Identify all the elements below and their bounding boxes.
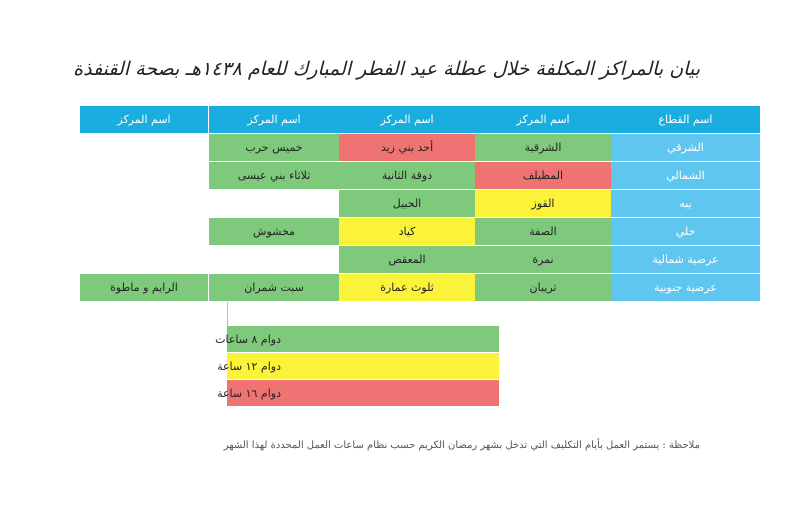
page-title: بيان بالمراكز المكلفة خلال عطلة عيد الفطر المبارك للعام ١٤٣٨هـ بصحة القنفذة [73, 58, 700, 80]
legend-item-12h: دوام ١٢ ساعة [227, 353, 499, 380]
sector-cell: عرضية شمالية [611, 246, 760, 274]
center-cell [80, 162, 209, 190]
center-cell [209, 190, 339, 218]
table-row [80, 134, 760, 162]
center-cell [80, 246, 209, 274]
center-cell [80, 134, 209, 162]
sector-cell: يبه [611, 190, 760, 218]
header-center-4: اسم المركز [80, 106, 209, 134]
center-cell [80, 190, 209, 218]
center-cell: الصفة [475, 218, 611, 246]
sector-cell: الشرقي [611, 134, 760, 162]
center-cell: دوقة الثانية [339, 162, 475, 190]
legend-item-16h: دوام ١٦ ساعة [227, 380, 499, 407]
divider [227, 302, 228, 326]
center-cell [80, 218, 209, 246]
center-cell: المظيلف [475, 162, 611, 190]
center-cell: الرايم و ماطوة [80, 274, 209, 302]
center-cell: خميس حرب [209, 134, 339, 162]
table-row [80, 274, 760, 302]
centers-table [80, 106, 760, 302]
center-cell: ثلوث عمارة [339, 274, 475, 302]
header-center-2: اسم المركز [339, 106, 475, 134]
legend-item-8h: دوام ٨ ساعات [227, 326, 499, 353]
center-cell: ثريبان [475, 274, 611, 302]
header-center-1: اسم المركز [475, 106, 611, 134]
table-row [80, 246, 760, 274]
sector-cell: الشمالي [611, 162, 760, 190]
center-cell: مخشوش [209, 218, 339, 246]
center-cell: سبت شمران [209, 274, 339, 302]
footnote: ملاحظة : يستمر العمل بأيام التكليف التي تدخل بشهر رمضان الكريم حسب نظام ساعات العمل المحددة لهذا الشهر [223, 440, 700, 451]
center-cell: المعقص [339, 246, 475, 274]
center-cell: نمرة [475, 246, 611, 274]
center-cell: القوز [475, 190, 611, 218]
table-header-row [80, 106, 760, 134]
center-cell: الشرقية [475, 134, 611, 162]
header-center-3: اسم المركز [209, 106, 339, 134]
table-row [80, 218, 760, 246]
center-cell [209, 246, 339, 274]
center-cell: ثلاثاء بني عيسى [209, 162, 339, 190]
center-cell: الحبيل [339, 190, 475, 218]
sector-cell: عرضية جنوبية [611, 274, 760, 302]
legend [215, 326, 499, 407]
table-row [80, 162, 760, 190]
header-sector: اسم القطاع [611, 106, 760, 134]
sector-cell: حلي [611, 218, 760, 246]
center-cell: كياد [339, 218, 475, 246]
center-cell: أحد بني زيد [339, 134, 475, 162]
table-row [80, 190, 760, 218]
